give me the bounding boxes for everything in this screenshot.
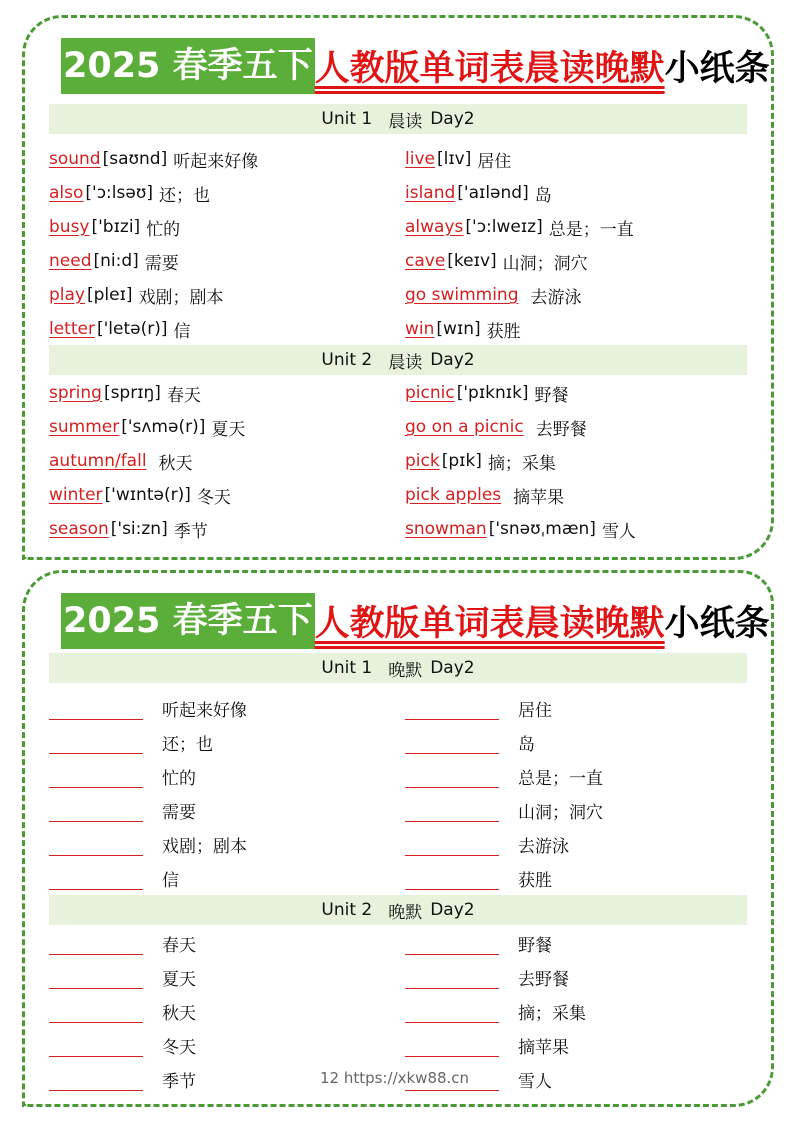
chinese-meaning: 摘苹果	[518, 1037, 569, 1058]
chinese-meaning: 去野餐	[518, 969, 569, 990]
answer-blank[interactable]	[49, 799, 143, 822]
vocab-row	[49, 410, 749, 444]
chinese-meaning: 秋天	[158, 453, 193, 474]
phonetic: ['si:zn]	[110, 519, 168, 539]
unit-label: Unit 2	[321, 350, 373, 370]
answer-blank[interactable]	[405, 867, 499, 890]
chinese-meaning: 还；也	[158, 185, 210, 206]
answer-blank[interactable]	[405, 932, 499, 955]
chinese-meaning: 戏剧；剧本	[138, 287, 224, 308]
chinese-meaning: 信	[162, 870, 179, 891]
phonetic: [keɪv]	[447, 251, 497, 271]
answer-blank[interactable]	[49, 1000, 143, 1023]
chinese-meaning: 居住	[518, 700, 552, 721]
answer-blank[interactable]	[49, 1068, 143, 1091]
chinese-meaning: 去野餐	[535, 419, 587, 440]
dictation-entry	[405, 793, 705, 827]
day-label: Day2	[430, 109, 475, 129]
dictation-entry	[405, 994, 705, 1028]
vocab-entry	[405, 444, 556, 478]
english-word: season	[49, 519, 109, 539]
phonetic: [ni:d]	[93, 251, 139, 271]
chinese-meaning: 冬天	[196, 487, 231, 508]
chinese-meaning: 夏天	[211, 419, 246, 440]
mode-label: 晨读	[388, 111, 423, 132]
chinese-meaning: 野餐	[518, 935, 552, 956]
dictation-entry	[405, 960, 705, 994]
chinese-meaning: 摘苹果	[513, 487, 565, 508]
mode-label: 晚默	[388, 902, 423, 923]
day-label: Day2	[430, 350, 475, 370]
chinese-meaning: 总是；一直	[518, 768, 603, 789]
english-word: busy	[49, 217, 90, 237]
phonetic: [pɪk]	[441, 451, 482, 471]
dictation-row	[49, 725, 749, 759]
vocab-entry	[405, 478, 564, 512]
chinese-meaning: 春天	[162, 935, 196, 956]
english-word: island	[405, 183, 456, 203]
vocab-entry	[49, 176, 210, 210]
phonetic: ['wɪntə(r)]	[104, 485, 191, 505]
vocab-entry	[405, 142, 511, 176]
chinese-meaning: 需要	[144, 253, 179, 274]
english-word: cave	[405, 251, 446, 271]
chinese-meaning: 野餐	[534, 385, 569, 406]
english-word: pick	[405, 451, 440, 471]
dictation-entry	[405, 691, 705, 725]
phonetic: [lɪv]	[436, 149, 472, 169]
english-word: letter	[49, 319, 95, 339]
english-word: spring	[49, 383, 102, 403]
vocab-entry	[49, 278, 224, 312]
phonetic: ['ɔ:lsəʊ]	[85, 183, 153, 203]
vocab-row	[49, 312, 749, 346]
answer-blank[interactable]	[49, 731, 143, 754]
chinese-meaning: 听起来好像	[173, 151, 259, 172]
vocab-entry	[49, 478, 231, 512]
chinese-meaning: 去游泳	[518, 836, 569, 857]
chinese-meaning: 夏天	[162, 969, 196, 990]
dictation-row	[49, 960, 749, 994]
answer-blank[interactable]	[405, 799, 499, 822]
answer-blank[interactable]	[405, 833, 499, 856]
chinese-meaning: 听起来好像	[162, 700, 247, 721]
dictation-entry	[49, 1028, 349, 1062]
dictation-row	[49, 926, 749, 960]
page-footer: 12 https://xkw88.cn	[320, 1069, 470, 1087]
dictation-row	[49, 793, 749, 827]
answer-blank[interactable]	[405, 1000, 499, 1023]
day-label: Day2	[430, 658, 475, 678]
chinese-meaning: 雪人	[518, 1071, 552, 1092]
vocab-row	[49, 278, 749, 312]
chinese-meaning: 季节	[173, 521, 208, 542]
dictation-entry	[49, 926, 349, 960]
english-word: sound	[49, 149, 101, 169]
chinese-meaning: 信	[173, 321, 191, 342]
english-word: live	[405, 149, 435, 169]
chinese-meaning: 岛	[534, 185, 552, 206]
phonetic: [wɪn]	[436, 319, 481, 339]
chinese-meaning: 山洞；洞穴	[518, 802, 603, 823]
dictation-entry	[49, 960, 349, 994]
dictation-entry	[405, 926, 705, 960]
chinese-meaning: 获胜	[486, 321, 521, 342]
unit-header	[49, 653, 747, 683]
chinese-meaning: 总是；一直	[548, 219, 634, 240]
vocab-entry	[405, 176, 552, 210]
title-red-part: 人教版单词表晨读晚默	[314, 604, 665, 644]
answer-blank[interactable]	[405, 765, 499, 788]
title-green-part: 2025 春季五下	[61, 38, 315, 94]
chinese-meaning: 居住	[477, 151, 512, 172]
chinese-meaning: 冬天	[162, 1037, 196, 1058]
chinese-meaning: 需要	[162, 802, 196, 823]
english-word: pick apples	[405, 485, 502, 505]
answer-blank[interactable]	[49, 765, 143, 788]
phonetic: ['bɪzi]	[91, 217, 141, 237]
answer-blank[interactable]	[49, 867, 143, 890]
dictation-entry	[405, 759, 705, 793]
english-word: play	[49, 285, 85, 305]
answer-blank[interactable]	[405, 731, 499, 754]
vocab-row	[49, 176, 749, 210]
dictation-row	[49, 759, 749, 793]
answer-blank[interactable]	[49, 932, 143, 955]
dictation-entry	[405, 1028, 705, 1062]
vocab-entry	[49, 312, 190, 346]
title-green-part: 2025 春季五下	[61, 593, 315, 649]
dictation-row	[49, 691, 749, 725]
dictation-card	[22, 570, 774, 1107]
dictation-entry	[49, 725, 349, 759]
chinese-meaning: 春天	[166, 385, 201, 406]
dictation-entry	[405, 827, 705, 861]
phonetic: [sprɪŋ]	[103, 383, 161, 403]
unit-header	[49, 104, 747, 134]
vocab-entry	[49, 376, 201, 410]
chinese-meaning: 忙的	[146, 219, 181, 240]
vocab-entry	[49, 512, 208, 546]
unit-header	[49, 895, 747, 925]
answer-blank[interactable]	[405, 697, 499, 720]
chinese-meaning: 季节	[162, 1071, 196, 1092]
vocab-entry	[405, 410, 587, 444]
dictation-row	[49, 827, 749, 861]
chinese-meaning: 岛	[518, 734, 535, 755]
english-word: need	[49, 251, 92, 271]
vocab-row	[49, 478, 749, 512]
answer-blank[interactable]	[49, 697, 143, 720]
chinese-meaning: 摘；采集	[487, 453, 556, 474]
vocab-row	[49, 512, 749, 546]
mode-label: 晚默	[388, 660, 423, 681]
phonetic: ['ɔ:lweɪz]	[465, 217, 543, 237]
dictation-row	[49, 1028, 749, 1062]
vocab-entry	[49, 210, 180, 244]
english-word: win	[405, 319, 435, 339]
vocab-row	[49, 376, 749, 410]
english-word: also	[49, 183, 84, 203]
phonetic: ['pɪknɪk]	[456, 383, 529, 403]
english-word: snowman	[405, 519, 487, 539]
dictation-entry	[49, 691, 349, 725]
phonetic: ['sʌmə(r)]	[121, 417, 206, 437]
answer-blank[interactable]	[405, 966, 499, 989]
vocab-entry	[405, 244, 588, 278]
english-word: always	[405, 217, 464, 237]
card-title	[61, 593, 770, 649]
vocab-row	[49, 142, 749, 176]
vocab-entry	[405, 278, 582, 312]
answer-blank[interactable]	[49, 1034, 143, 1057]
dictation-entry	[49, 793, 349, 827]
day-label: Day2	[430, 900, 475, 920]
dictation-entry	[49, 1062, 349, 1096]
unit-header	[49, 345, 747, 375]
title-black-part: 小纸条	[664, 604, 770, 644]
title-black-part: 小纸条	[664, 49, 770, 89]
chinese-meaning: 雪人	[601, 521, 636, 542]
english-word: picnic	[405, 383, 455, 403]
phonetic: [pleɪ]	[87, 285, 133, 305]
vocab-row	[49, 444, 749, 478]
vocab-entry	[49, 444, 193, 478]
english-word: autumn/fall	[49, 451, 147, 471]
dictation-entry	[49, 994, 349, 1028]
vocab-entry	[405, 376, 569, 410]
vocab-entry	[49, 244, 179, 278]
answer-blank[interactable]	[49, 833, 143, 856]
answer-blank[interactable]	[49, 966, 143, 989]
chinese-meaning: 山洞；洞穴	[502, 253, 588, 274]
english-word: go swimming	[405, 285, 519, 305]
chinese-meaning: 忙的	[162, 768, 196, 789]
vocab-entry	[49, 142, 258, 176]
chinese-meaning: 去游泳	[530, 287, 582, 308]
phonetic: [saʊnd]	[102, 149, 168, 169]
vocab-entry	[405, 210, 634, 244]
reading-card	[22, 15, 774, 560]
dictation-entry	[49, 759, 349, 793]
dictation-entry	[405, 861, 705, 895]
vocab-row	[49, 210, 749, 244]
card-title	[61, 38, 770, 94]
vocab-entry	[405, 512, 636, 546]
vocab-row	[49, 244, 749, 278]
chinese-meaning: 摘；采集	[518, 1003, 586, 1024]
phonetic: ['letə(r)]	[96, 319, 168, 339]
chinese-meaning: 获胜	[518, 870, 552, 891]
dictation-entry	[405, 725, 705, 759]
dictation-row	[49, 994, 749, 1028]
vocab-entry	[405, 312, 521, 346]
title-red-part: 人教版单词表晨读晚默	[314, 49, 665, 89]
unit-label: Unit 2	[321, 900, 373, 920]
english-word: go on a picnic	[405, 417, 524, 437]
english-word: winter	[49, 485, 103, 505]
answer-blank[interactable]	[405, 1034, 499, 1057]
dictation-row	[49, 861, 749, 895]
phonetic: ['aɪlənd]	[457, 183, 529, 203]
mode-label: 晨读	[388, 352, 423, 373]
unit-label: Unit 1	[321, 109, 373, 129]
phonetic: ['snəʊˌmæn]	[488, 519, 596, 539]
chinese-meaning: 戏剧；剧本	[162, 836, 247, 857]
unit-label: Unit 1	[321, 658, 373, 678]
dictation-entry	[49, 861, 349, 895]
chinese-meaning: 秋天	[162, 1003, 196, 1024]
vocab-entry	[49, 410, 245, 444]
dictation-entry	[49, 827, 349, 861]
english-word: summer	[49, 417, 120, 437]
chinese-meaning: 还；也	[162, 734, 213, 755]
